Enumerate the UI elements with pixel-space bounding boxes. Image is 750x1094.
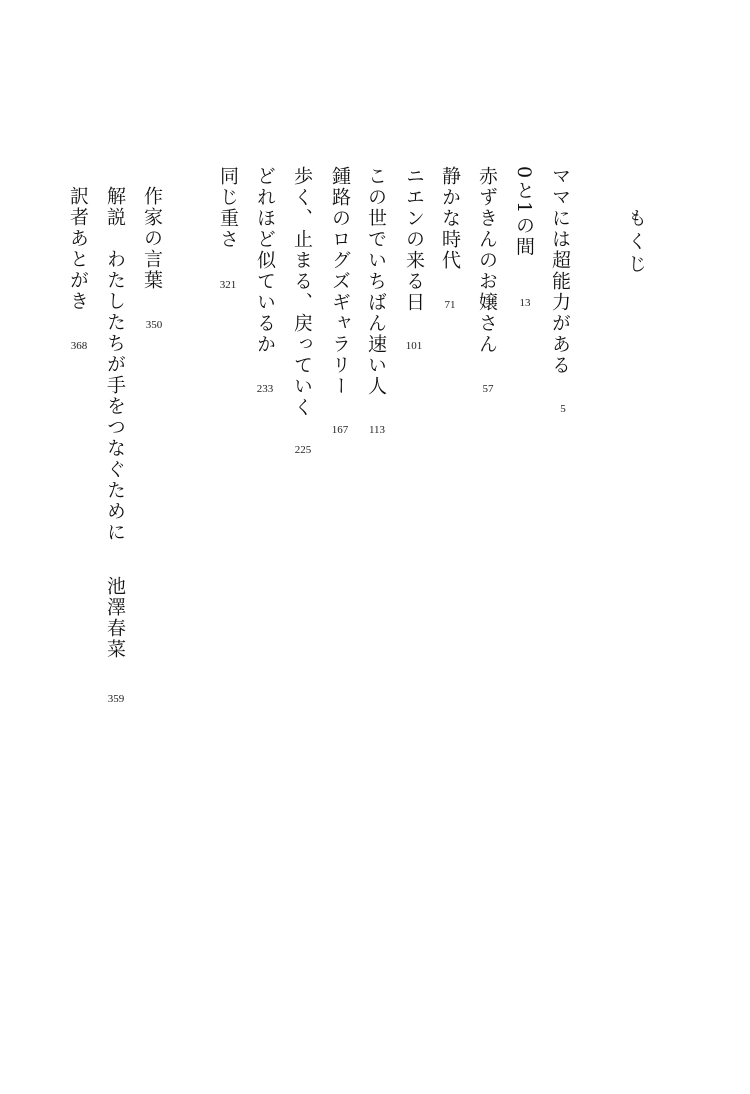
toc-entry-page: 101 <box>405 340 423 352</box>
back-matter-page: 359 <box>107 693 125 705</box>
toc-entry-title: 赤ずきんのお嬢さん <box>476 166 498 355</box>
back-matter-title: 解説 わたしたちが手をつなぐために <box>104 186 126 543</box>
toc-entry-title: ママには超能力がある <box>549 166 571 376</box>
toc-entry-title: 同じ重さ <box>217 166 239 250</box>
toc-entry-title: 鍾路のログズギャラリー <box>329 166 351 397</box>
toc-entry-page: 225 <box>294 444 312 456</box>
toc-heading: もくじ <box>625 208 647 277</box>
toc-entry-title: 静かな時代 <box>439 166 461 271</box>
toc-entry-page: 113 <box>368 424 386 436</box>
toc-entry-page: 57 <box>482 383 494 395</box>
back-matter-author: 池澤春菜 <box>104 576 126 660</box>
toc-entry-page: 71 <box>444 299 456 311</box>
toc-entry-title: 歩く、止まる、戻っていく <box>291 166 313 418</box>
toc-entry-page: 13 <box>519 297 531 309</box>
back-matter-title: 訳者あとがき <box>67 186 89 312</box>
back-matter-title: 作家の言葉 <box>141 186 163 291</box>
back-matter-page: 350 <box>145 319 163 331</box>
toc-entry-title: どれほど似ているか <box>254 166 276 355</box>
back-matter-page: 368 <box>70 340 88 352</box>
toc-entry-page: 233 <box>256 383 274 395</box>
toc-entry-page: 167 <box>331 424 349 436</box>
toc-entry-title: この世でいちばん速い人 <box>365 166 387 397</box>
toc-entry-page: 5 <box>560 403 566 415</box>
toc-entry-title: ニエンの来る日 <box>403 166 425 313</box>
toc-entry-title: 0と1の間 <box>513 166 535 258</box>
toc-entry-page: 321 <box>219 279 237 291</box>
